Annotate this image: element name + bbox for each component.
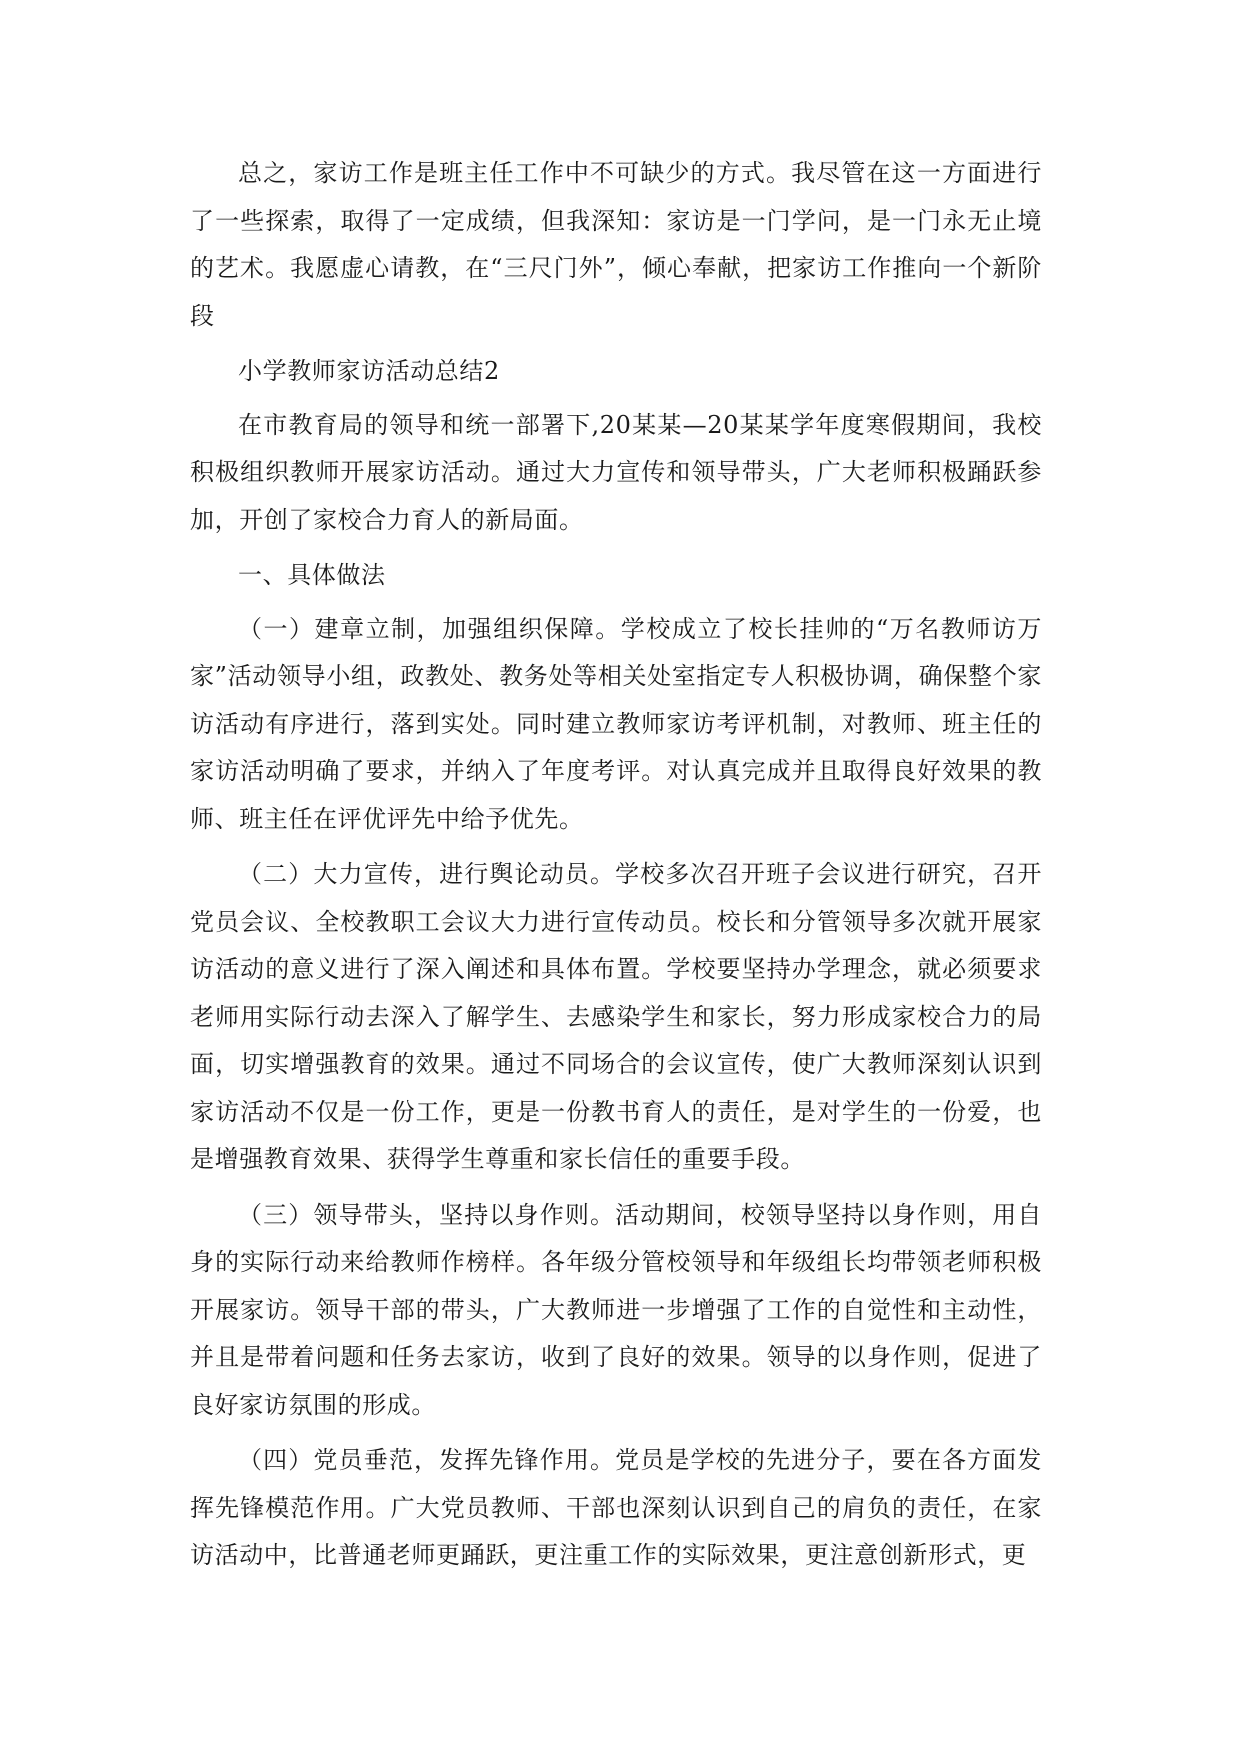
paragraph-item-3: （三）领导带头，坚持以身作则。活动期间，校领导坚持以身作则，用自身的实际行动来给教师作榜样。各年级分管校领导和年级组长均带领老师积极开展家访。领导干部的带头，广大教师进一步增强了工作的自觉性和主动性，并且是带着问题和任务去家访，收到了良好的效果。领导的以身作则，促进了良好家访氛围的形成。: [190, 1200, 1042, 1419]
paragraph-item-1: （一）建章立制，加强组织保障。学校成立了校长挂帅的“万名教师访万家”活动领导小组，政教处、教务处等相关处室指定专人积极协调，确保整个家访活动有序进行，落到实处。同时建立教师家访考评机制，对教师、班主任的家访活动明确了要求，并纳入了年度考评。对认真完成并且取得良好效果的教师、班主任在评优评先中给予优先。: [190, 614, 1042, 833]
paragraph-intro: 在市教育局的领导和统一部署下,20某某—20某某学年度寒假期间，我校积极组织教师开展家访活动。通过大力宣传和领导带头，广大老师积极踊跃参加，开创了家校合力育人的新局面。: [190, 410, 1042, 534]
paragraph-conclusion: 总之，家访工作是班主任工作中不可缺少的方式。我尽管在这一方面进行了一些探索，取得了一定成绩，但我深知：家访是一门学问，是一门永无止境的艺术。我愿虚心请教，在“三尺门外”，倾心奉献，把家访工作推向一个新阶段: [190, 159, 1042, 330]
paragraph-item-2: （二）大力宣传，进行舆论动员。学校多次召开班子会议进行研究，召开党员会议、全校教职工会议大力进行宣传动员。校长和分管领导多次就开展家访活动的意义进行了深入阐述和具体布置。学校要坚持办学理念，就必须要求老师用实际行动去深入了解学生、去感染学生和家长，努力形成家校合力的局面，切实增强教育的效果。通过不同场合的会议宣传，使广大教师深刻认识到家访活动不仅是一份工作，更是一份教书育人的责任，是对学生的一份爱，也是增强教育效果、获得学生尊重和家长信任的重要手段。: [190, 860, 1042, 1173]
section-title: 小学教师家访活动总结2: [238, 357, 500, 385]
paragraph-item-4: （四）党员垂范，发挥先锋作用。党员是学校的先进分子，要在各方面发挥先锋模范作用。广大党员教师、干部也深刻认识到自己的肩负的责任，在家访活动中，比普通老师更踊跃，更注重工作的实际效果，更注意创新形式，更: [190, 1446, 1042, 1569]
subsection-title: 一、具体做法: [238, 561, 386, 589]
document-body: [190, 150, 1042, 1588]
